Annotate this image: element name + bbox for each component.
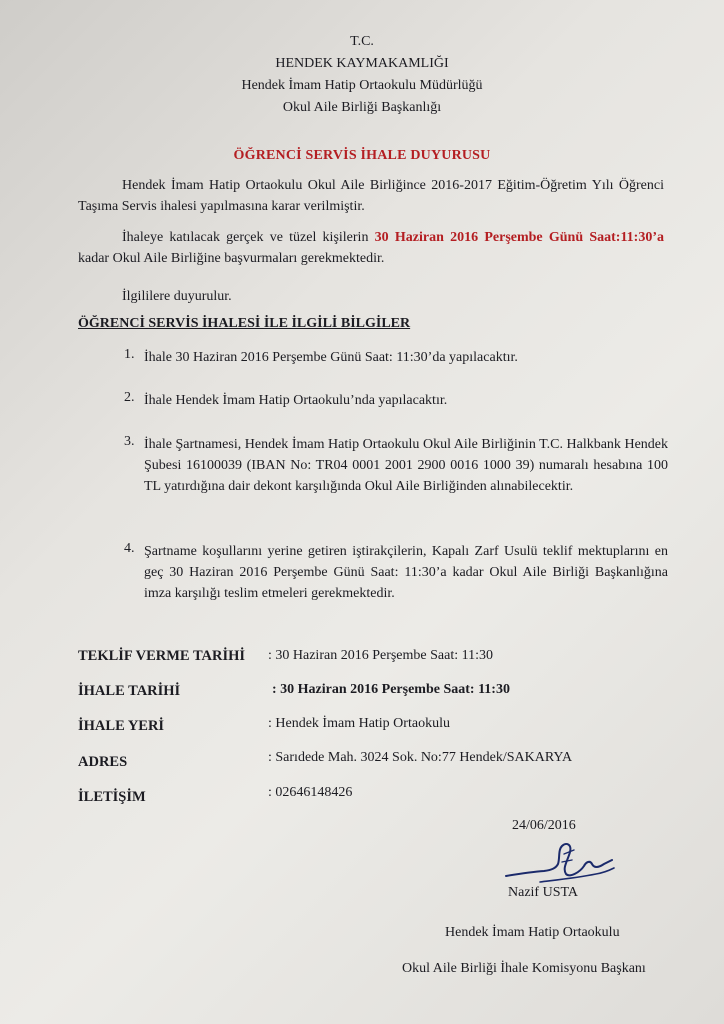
list-item: İhale Hendek İmam Hatip Ortaokulu’nda yapılacaktır. bbox=[144, 393, 448, 408]
adres-label: ADRES bbox=[78, 754, 128, 770]
ihale-tarihi-label: İHALE TARİHİ bbox=[78, 683, 181, 699]
header-baskanlik: Okul Aile Birliği Başkanlığı bbox=[282, 100, 442, 115]
list-item: İhale Şartnamesi, Hendek İmam Hatip Ortaokulu Okul Aile Birliğinin T.C. Halkbank Hendek Şubesi 16100039 (IBAN No: TR04 0001 2001 2900 0016 1000 39) numaralı hesabına 100 TL yatırdığına dair dekont karşılığında Okul Aile Birliğinden alınabilecektir. bbox=[144, 437, 668, 494]
deadline-highlight: 30 Haziran 2016 Perşembe Günü Saat:11:30’a bbox=[374, 230, 664, 245]
header-kaymakamlik: HENDEK KAYMAKAMLIĞI bbox=[275, 56, 449, 71]
iletisim-label: İLETİŞİM bbox=[78, 789, 146, 805]
signatory-org: Hendek İmam Hatip Ortaokulu bbox=[445, 925, 620, 940]
adres-value: : Sarıdede Mah. 3024 Sok. No:77 Hendek/SAKARYA bbox=[268, 750, 573, 765]
handwritten-signature-icon bbox=[500, 838, 620, 890]
teklif-label: TEKLİF VERME TARİHİ bbox=[78, 648, 246, 664]
intro-paragraph-2 bbox=[78, 227, 664, 269]
item-1-number: 1. bbox=[124, 347, 135, 362]
header-mudurluk: Hendek İmam Hatip Ortaokulu Müdürlüğü bbox=[241, 78, 483, 93]
section-heading: ÖĞRENCİ SERVİS İHALESİ İLE İLGİLİ BİLGİLER bbox=[78, 316, 411, 331]
list-item: Şartname koşullarını yerine getiren iştirakçilerin, Kapalı Zarf Usulü teklif mektuplarını en geç 30 Haziran 2016 Perşembe Günü Saat: 11:30’a kadar Okul Aile Birliği Başkanlığına imza karşılığı teslim etmeleri gerekmektedir. bbox=[144, 544, 668, 601]
signature-date: 24/06/2016 bbox=[512, 818, 576, 833]
item-2-number: 2. bbox=[124, 390, 135, 405]
document-title: ÖĞRENCİ SERVİS İHALE DUYURUSU bbox=[233, 148, 491, 163]
item-4-number: 4. bbox=[124, 541, 135, 556]
intro-paragraph-3: İlgililere duyurulur. bbox=[122, 289, 232, 304]
ihale-tarihi-value: : 30 Haziran 2016 Perşembe Saat: 11:30 bbox=[272, 682, 510, 697]
header-tc: T.C. bbox=[350, 34, 374, 49]
signatory-name: Nazif USTA bbox=[508, 885, 579, 900]
item-3-number: 3. bbox=[124, 434, 135, 449]
intro-p2-end: kadar Okul Aile Birliğine başvurmaları gerekmektedir. bbox=[78, 251, 385, 266]
ihale-yeri-label: İHALE YERİ bbox=[78, 718, 165, 734]
iletisim-value: : 02646148426 bbox=[268, 785, 353, 800]
intro-p2-start: İhaleye katılacak gerçek ve tüzel kişilerin bbox=[122, 230, 375, 245]
teklif-value: : 30 Haziran 2016 Perşembe Saat: 11:30 bbox=[268, 648, 493, 663]
list-item: İhale 30 Haziran 2016 Perşembe Günü Saat: 11:30’da yapılacaktır. bbox=[144, 350, 518, 365]
signatory-role: Okul Aile Birliği İhale Komisyonu Başkanı bbox=[402, 961, 646, 976]
ihale-yeri-value: : Hendek İmam Hatip Ortaokulu bbox=[268, 716, 450, 731]
intro-paragraph-1: Hendek İmam Hatip Ortaokulu Okul Aile Birliğince 2016-2017 Eğitim-Öğretim Yılı Öğrenci Taşıma Servis ihalesi yapılmasına karar verilmiştir. bbox=[78, 178, 664, 214]
